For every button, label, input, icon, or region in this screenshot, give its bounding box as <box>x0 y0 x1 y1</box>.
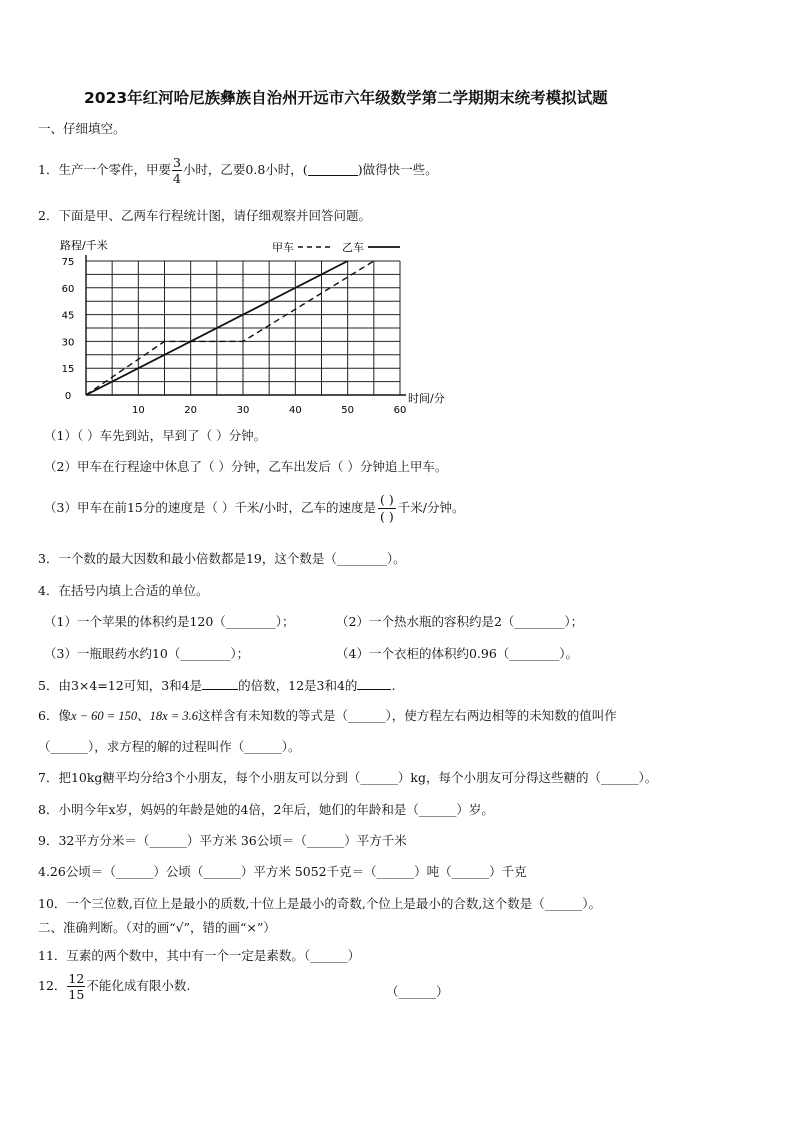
y-tick-label: 75 <box>61 257 75 268</box>
q4-sub-2: （2）一个热水瓶的容积约是2（________）； <box>336 614 584 629</box>
q2-sub-1: （1）（ ）车先到站，早到了（ ）分钟。 <box>44 428 267 443</box>
q5-text-b: 的倍数，12是3和4的 <box>238 678 358 693</box>
q6-text-b: 这样含有未知数的等式是（______），使方程左右两边相等的未知数的值叫作 <box>198 708 617 723</box>
section-heading-judge: 二、准确判断。（对的画“√”，错的画“×”） <box>38 920 276 935</box>
question-2-stem: 2．下面是甲、乙两车行程统计图，请仔细观察并回答问题。 <box>38 208 371 223</box>
travel-chart <box>46 237 446 419</box>
q2-sub-3 <box>44 493 465 524</box>
q4-sub-4: （4）一个衣柜的体积约0.96（________）。 <box>336 646 579 661</box>
q12-number: 12． <box>38 978 67 994</box>
y-tick-label: 60 <box>61 283 75 295</box>
q4-sub-1: （1）一个苹果的体积约是120（________）； <box>44 614 295 629</box>
q6-text-a: 6．像 <box>38 708 71 723</box>
q1-frac-numerator: 3 <box>172 155 181 170</box>
x-tick-label: 40 <box>288 405 302 416</box>
question-1 <box>38 156 438 185</box>
q2-sub-3-text-b: 千米/分钟。 <box>397 500 465 515</box>
x-tick-label: 60 <box>393 405 407 416</box>
y-axis-title: 路程/千米 <box>60 239 108 252</box>
q1-frac-denominator: 4 <box>172 171 181 187</box>
page-title: 2023年红河哈尼族彝族自治州开远市六年级数学第二学期期末统考模拟试题 <box>84 89 608 107</box>
question-8: 8．小明今年x岁，妈妈的年龄是她的4倍，2年后，她们的年龄和是（______）岁。 <box>38 802 494 817</box>
x-axis-title: 时间/分 <box>408 392 445 405</box>
q5-blank-2[interactable] <box>357 679 391 690</box>
q4-sub-3: （3）一瓶眼药水约10（________）； <box>44 646 250 661</box>
q1-answer-blank[interactable] <box>308 165 358 176</box>
q12-answer-blank[interactable]: （______） <box>386 984 449 999</box>
question-7: 7．把10kg糖平均分给3个小朋友，每个小朋友可以分到（______）kg，每个小朋友可分得这些糖的（______）。 <box>38 770 658 785</box>
question-12 <box>38 972 190 1001</box>
q1-text-c: )做得快一些。 <box>357 162 438 178</box>
legend-label-yi: 乙车 <box>342 241 364 254</box>
y-tick-label: 15 <box>61 364 75 376</box>
q1-text-b: 小时，乙要0.8小时，( <box>182 162 308 178</box>
q12-frac-denominator: 15 <box>68 987 85 1003</box>
legend-label-jia: 甲车 <box>272 241 294 254</box>
q12-text: 不能化成有限小数. <box>86 978 191 994</box>
question-9-line-2: 4.26公顷＝（______）公顷（______）平方米 5052千克＝（______）吨（______）千克 <box>38 864 527 879</box>
y-tick-label: 45 <box>61 310 75 322</box>
q2-sub-3-fraction <box>378 493 396 524</box>
q6-separator: 、 <box>137 708 150 723</box>
q2-sub-2: （2）甲车在行程途中休息了（ ）分钟，乙车出发后（ ）分钟追上甲车。 <box>44 459 448 474</box>
q12-fraction <box>67 972 85 1001</box>
question-10: 10．一个三位数,百位上是最小的质数,十位上是最小的奇数,个位上是最小的合数,这个数是（______）。 <box>38 896 602 911</box>
q1-fraction <box>172 156 182 185</box>
question-9-line-1: 9．32平方分米＝（______）平方米 36公顷＝（______）平方千米 <box>38 833 407 848</box>
q2-sub-3-text-a: （3）甲车在前15分的速度是（ ）千米/小时，乙车的速度是 <box>44 500 377 515</box>
x-tick-label: 50 <box>341 405 355 416</box>
question-3: 3．一个数的最大因数和最小倍数都是19，这个数是（________）。 <box>38 551 406 566</box>
question-6-cont: （______），求方程的解的过程叫作（______）。 <box>38 739 301 754</box>
q2-sub-3-numerator-blank[interactable]: ( ) <box>380 492 394 507</box>
x-tick-label: 20 <box>184 405 198 416</box>
x-tick-label: 10 <box>131 405 145 416</box>
q5-text-c: . <box>391 678 396 693</box>
q5-blank-1[interactable] <box>202 679 238 690</box>
q5-text-a: 5．由3×4=12可知，3和4是 <box>38 678 203 693</box>
q6-equation-1: x − 60 = 150 <box>70 709 138 723</box>
q2-sub-3-denominator-blank[interactable]: ( ) <box>380 508 394 524</box>
question-5 <box>38 679 395 693</box>
question-4-stem: 4．在括号内填上合适的单位。 <box>38 583 209 598</box>
q1-text-a: 1．生产一个零件，甲要 <box>38 162 171 178</box>
section-heading-fill: 一、仔细填空。 <box>38 121 126 136</box>
question-11: 11．互素的两个数中，其中有一个一定是素数。（______） <box>38 948 361 963</box>
q12-frac-numerator: 12 <box>68 971 85 986</box>
y-tick-label: 30 <box>61 337 75 349</box>
y-tick-label: 0 <box>64 391 72 402</box>
x-tick-label: 30 <box>236 405 250 416</box>
q6-equation-2: 18x = 3.6 <box>149 709 198 723</box>
question-6 <box>38 710 617 723</box>
